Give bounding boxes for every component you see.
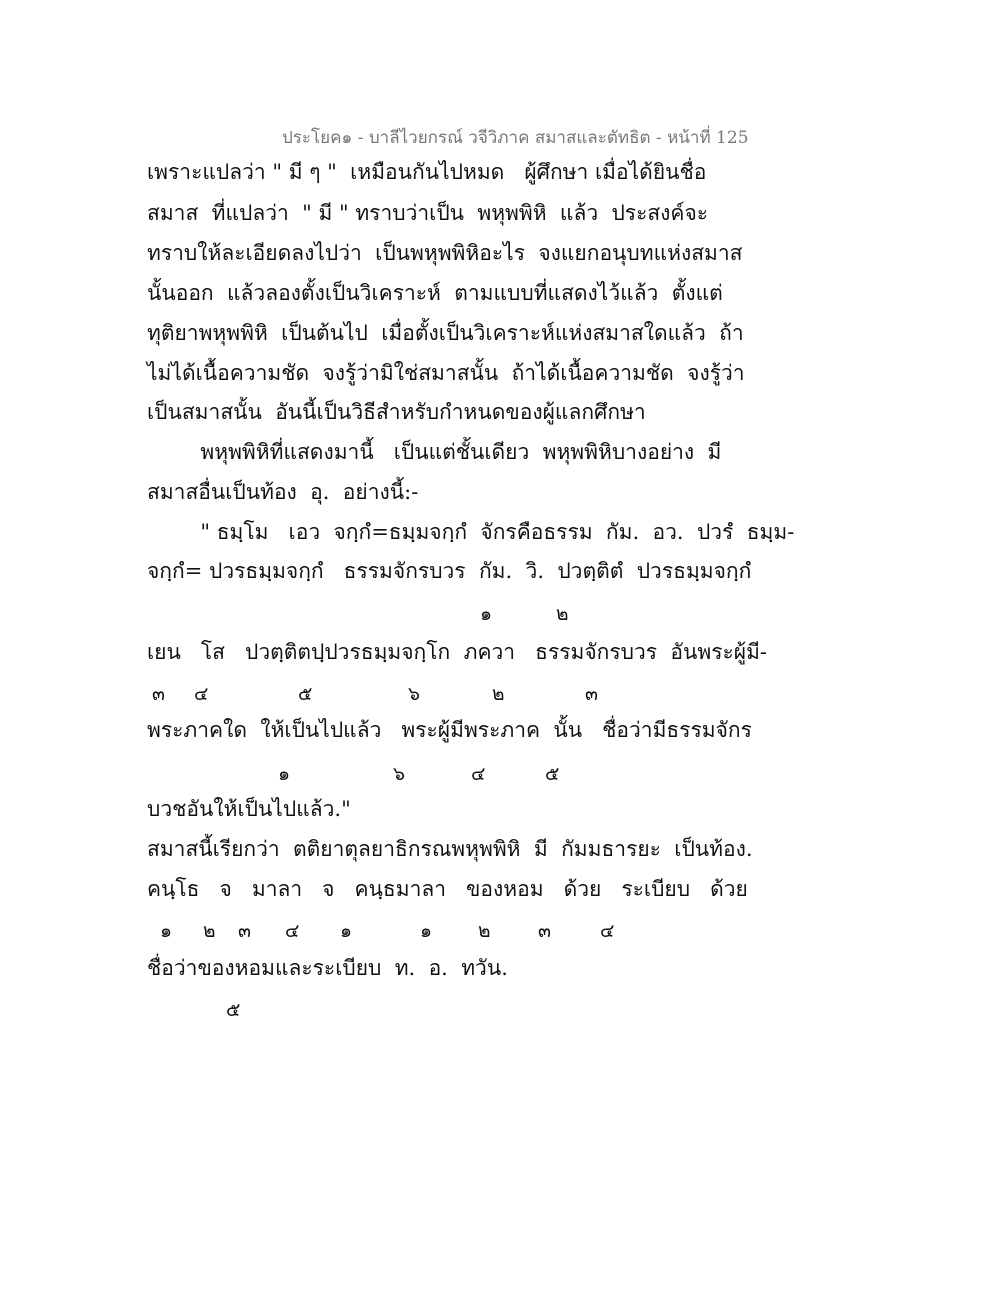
text-line-5: ทุติยาพหุพพิหิ เป็นต้นไป เมื่อตั้งเป็นวิเคราะห์แห่งสมาสใดแล้ว ถ้า (147, 321, 744, 345)
text-line-3: ทราบให้ละเอียดลงไปว่า เป็นพหุพพิหิอะไร จงแยกอนุบทแห่งสมาส (147, 241, 743, 265)
page-header: ประโยค๑ - บาลีไวยกรณ์ วจีวิภาค สมาสและตัทธิต - หน้าที่ 125 (282, 128, 749, 148)
text-line-16: คนฺโธ จ มาลา จ คนฺธมาลา ของหอม ด้วย ระเบียบ ด้วย (147, 877, 748, 901)
text-line-2: สมาส ที่แปลว่า " มี " ทราบว่าเป็น พหุพพิหิ แล้ว ประสงค์จะ (147, 201, 709, 225)
footnote-numeral: ๒ (556, 603, 569, 625)
text-line-8: พหุพพิหิที่แสดงมานี้ เป็นแต่ชั้นเดียว พหุพพิหิบางอย่าง มี (147, 440, 722, 464)
footnote-numeral: ๑ (420, 920, 433, 942)
footnote-numeral: ๓ (152, 683, 165, 705)
footnote-numeral: ๔ (285, 920, 300, 942)
footnote-numeral: ๑ (278, 763, 291, 785)
text-line-13: พระภาคใด ให้เป็นไปแล้ว พระผู้มีพระภาค นั้น ชื่อว่ามีธรรมจักร (147, 718, 752, 742)
text-line-9: สมาสอื่นเป็นท้อง อุ. อย่างนี้:- (147, 480, 419, 504)
footnote-numeral: ๓ (585, 683, 598, 705)
footnote-numeral: ๖ (408, 683, 421, 705)
text-line-12: เยน โส ปวตฺติตปฺปวรธมฺมจกฺโก ภควา ธรรมจักรบวร อันพระผู้มี- (147, 640, 768, 664)
text-line-11: จกฺกํ= ปวรธมฺมจกฺกํ ธรรมจักรบวร กัม. วิ. ปวตฺติตํ ปวรธมฺมจกฺกํ (147, 559, 752, 583)
footnote-numeral: ๕ (545, 763, 560, 785)
text-line-14: บวชอันให้เป็นไปแล้ว." (147, 797, 351, 821)
footnote-numeral: ๒ (492, 683, 505, 705)
text-line-6: ไม่ได้เนื้อความชัด จงรู้ว่ามิใช่สมาสนั้น ถ้าได้เนื้อความชัด จงรู้ว่า (147, 361, 745, 385)
footnote-numeral: ๓ (538, 920, 551, 942)
text-line-15: สมาสนี้เรียกว่า ตติยาตุลยาธิกรณพหุพพิหิ มี กัมมธารยะ เป็นท้อง. (147, 837, 753, 861)
footnote-numeral: ๑ (160, 920, 173, 942)
footnote-numeral: ๒ (203, 920, 216, 942)
footnote-numeral: ๑ (480, 603, 493, 625)
text-line-17: ชื่อว่าของหอมและระเบียบ ท. อ. ทวัน. (147, 956, 508, 980)
footnote-numeral: ๖ (393, 763, 406, 785)
footnote-numeral: ๒ (478, 920, 491, 942)
footnote-numeral: ๕ (298, 683, 313, 705)
footnote-numeral: ๕ (226, 999, 241, 1021)
footnote-numeral: ๔ (600, 920, 615, 942)
text-line-1: เพราะแปลว่า " มี ๆ " เหมือนกันไปหมด ผู้ศึกษา เมื่อได้ยินชื่อ (147, 160, 707, 184)
footnote-numeral: ๑ (340, 920, 353, 942)
text-line-4: นั้นออก แล้วลองตั้งเป็นวิเคราะห์ ตามแบบที่แสดงไว้แล้ว ตั้งแต่ (147, 281, 723, 305)
footnote-numeral: ๓ (238, 920, 251, 942)
footnote-numeral: ๔ (471, 763, 486, 785)
text-line-10: " ธมฺโม เอว จกฺกํ=ธมฺมจกฺกํ จักรคือธรรม กัม. อว. ปวรํ ธมฺม- (147, 520, 795, 544)
footnote-numeral: ๔ (194, 683, 209, 705)
text-line-7: เป็นสมาสนั้น อันนี้เป็นวิธีสำหรับกำหนดของผู้แลกศึกษา (147, 400, 646, 424)
